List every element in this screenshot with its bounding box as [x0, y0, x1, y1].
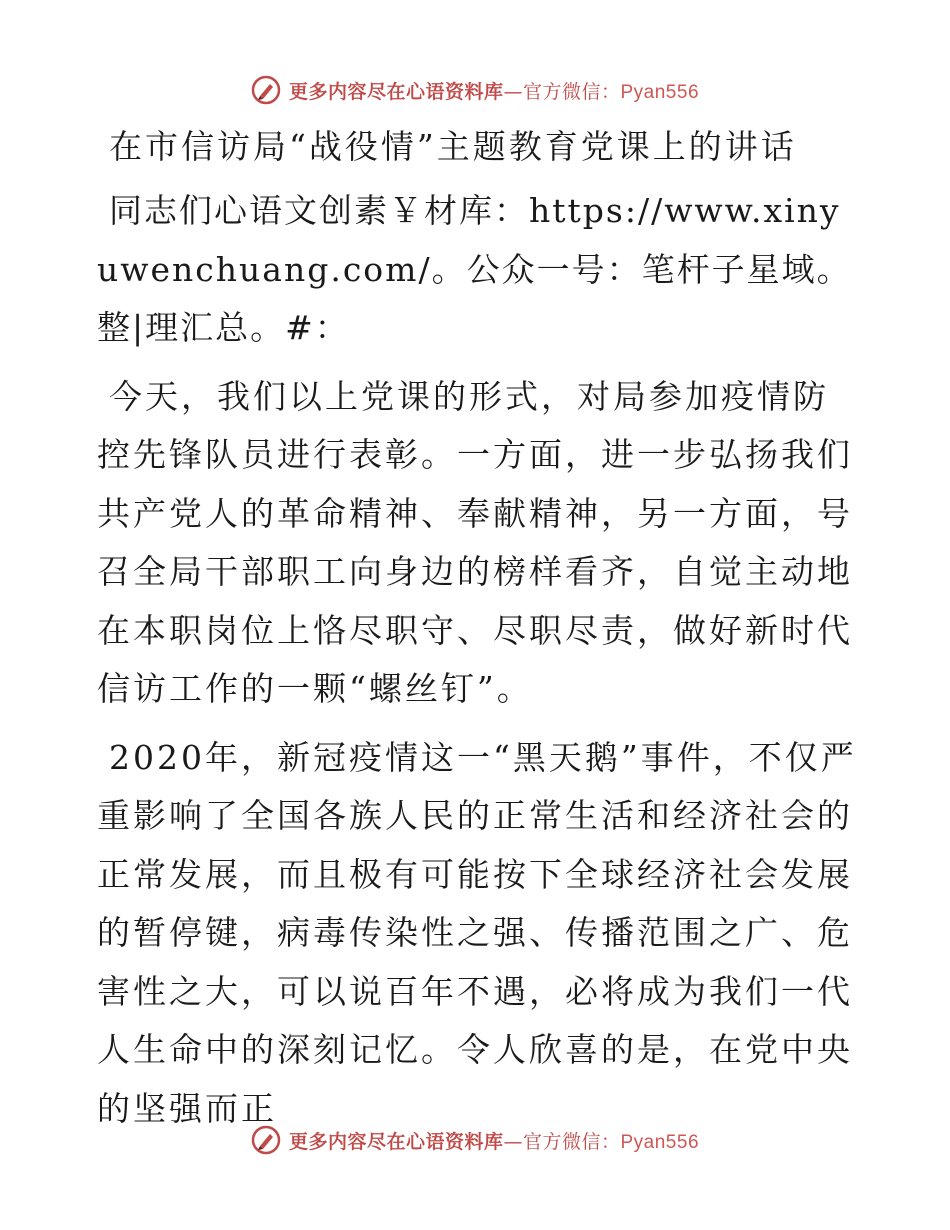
- footer-watermark-banner: [0, 1118, 950, 1162]
- banner-dash: —: [503, 1130, 523, 1153]
- banner-label: 官方微信：: [522, 80, 621, 103]
- banner-dash: —: [503, 80, 523, 103]
- paragraph-2: 2020年，新冠疫情这一“黑天鹅”事件，不仅严重影响了全国各族人民的正常生活和经济社会的正常发展，而且极有可能按下全球经济社会发展的暂停键，病毒传染性之强、传播范围之广、危害性之大，可以说百年不遇，必将成为我们一代人生命中的深刻记忆。令人欣喜的是，在党中央的坚强而正: [97, 737, 857, 1128]
- paragraph-1: 今天，我们以上党课的形式，对局参加疫情防控先锋队员进行表彰。一方面，进一步弘扬我们共产党人的革命精神、奉献精神，另一方面，号召全局干部职工向身边的榜样看齐，自觉主动地在本职岗位上恪尽职守、尽职尽责，做好新时代信访工作的一颗“螺丝钉”。: [97, 376, 853, 708]
- pen-logo-icon: [251, 1125, 281, 1155]
- banner-text: [289, 1127, 699, 1154]
- paragraph-intro: 同志们心语文创素￥材库：https://www.xinyuwenchuang.com/。公众一号：笔杆子星域。整|理汇总。#：: [97, 191, 852, 347]
- banner-main-text: 更多内容尽在心语资料库: [288, 1130, 504, 1153]
- banner-main-text: 更多内容尽在心语资料库: [288, 80, 504, 103]
- banner-text: [289, 77, 699, 104]
- banner-label: 官方微信：: [522, 1130, 621, 1153]
- document-body: [97, 122, 857, 1148]
- pen-logo-icon: [251, 75, 281, 105]
- banner-wechat-id: Pyan556: [620, 1131, 700, 1153]
- header-watermark-banner: [0, 68, 950, 112]
- document-title: 在市信访局“战役情”主题教育党课上的讲话: [109, 127, 797, 166]
- banner-wechat-id: Pyan556: [620, 81, 700, 103]
